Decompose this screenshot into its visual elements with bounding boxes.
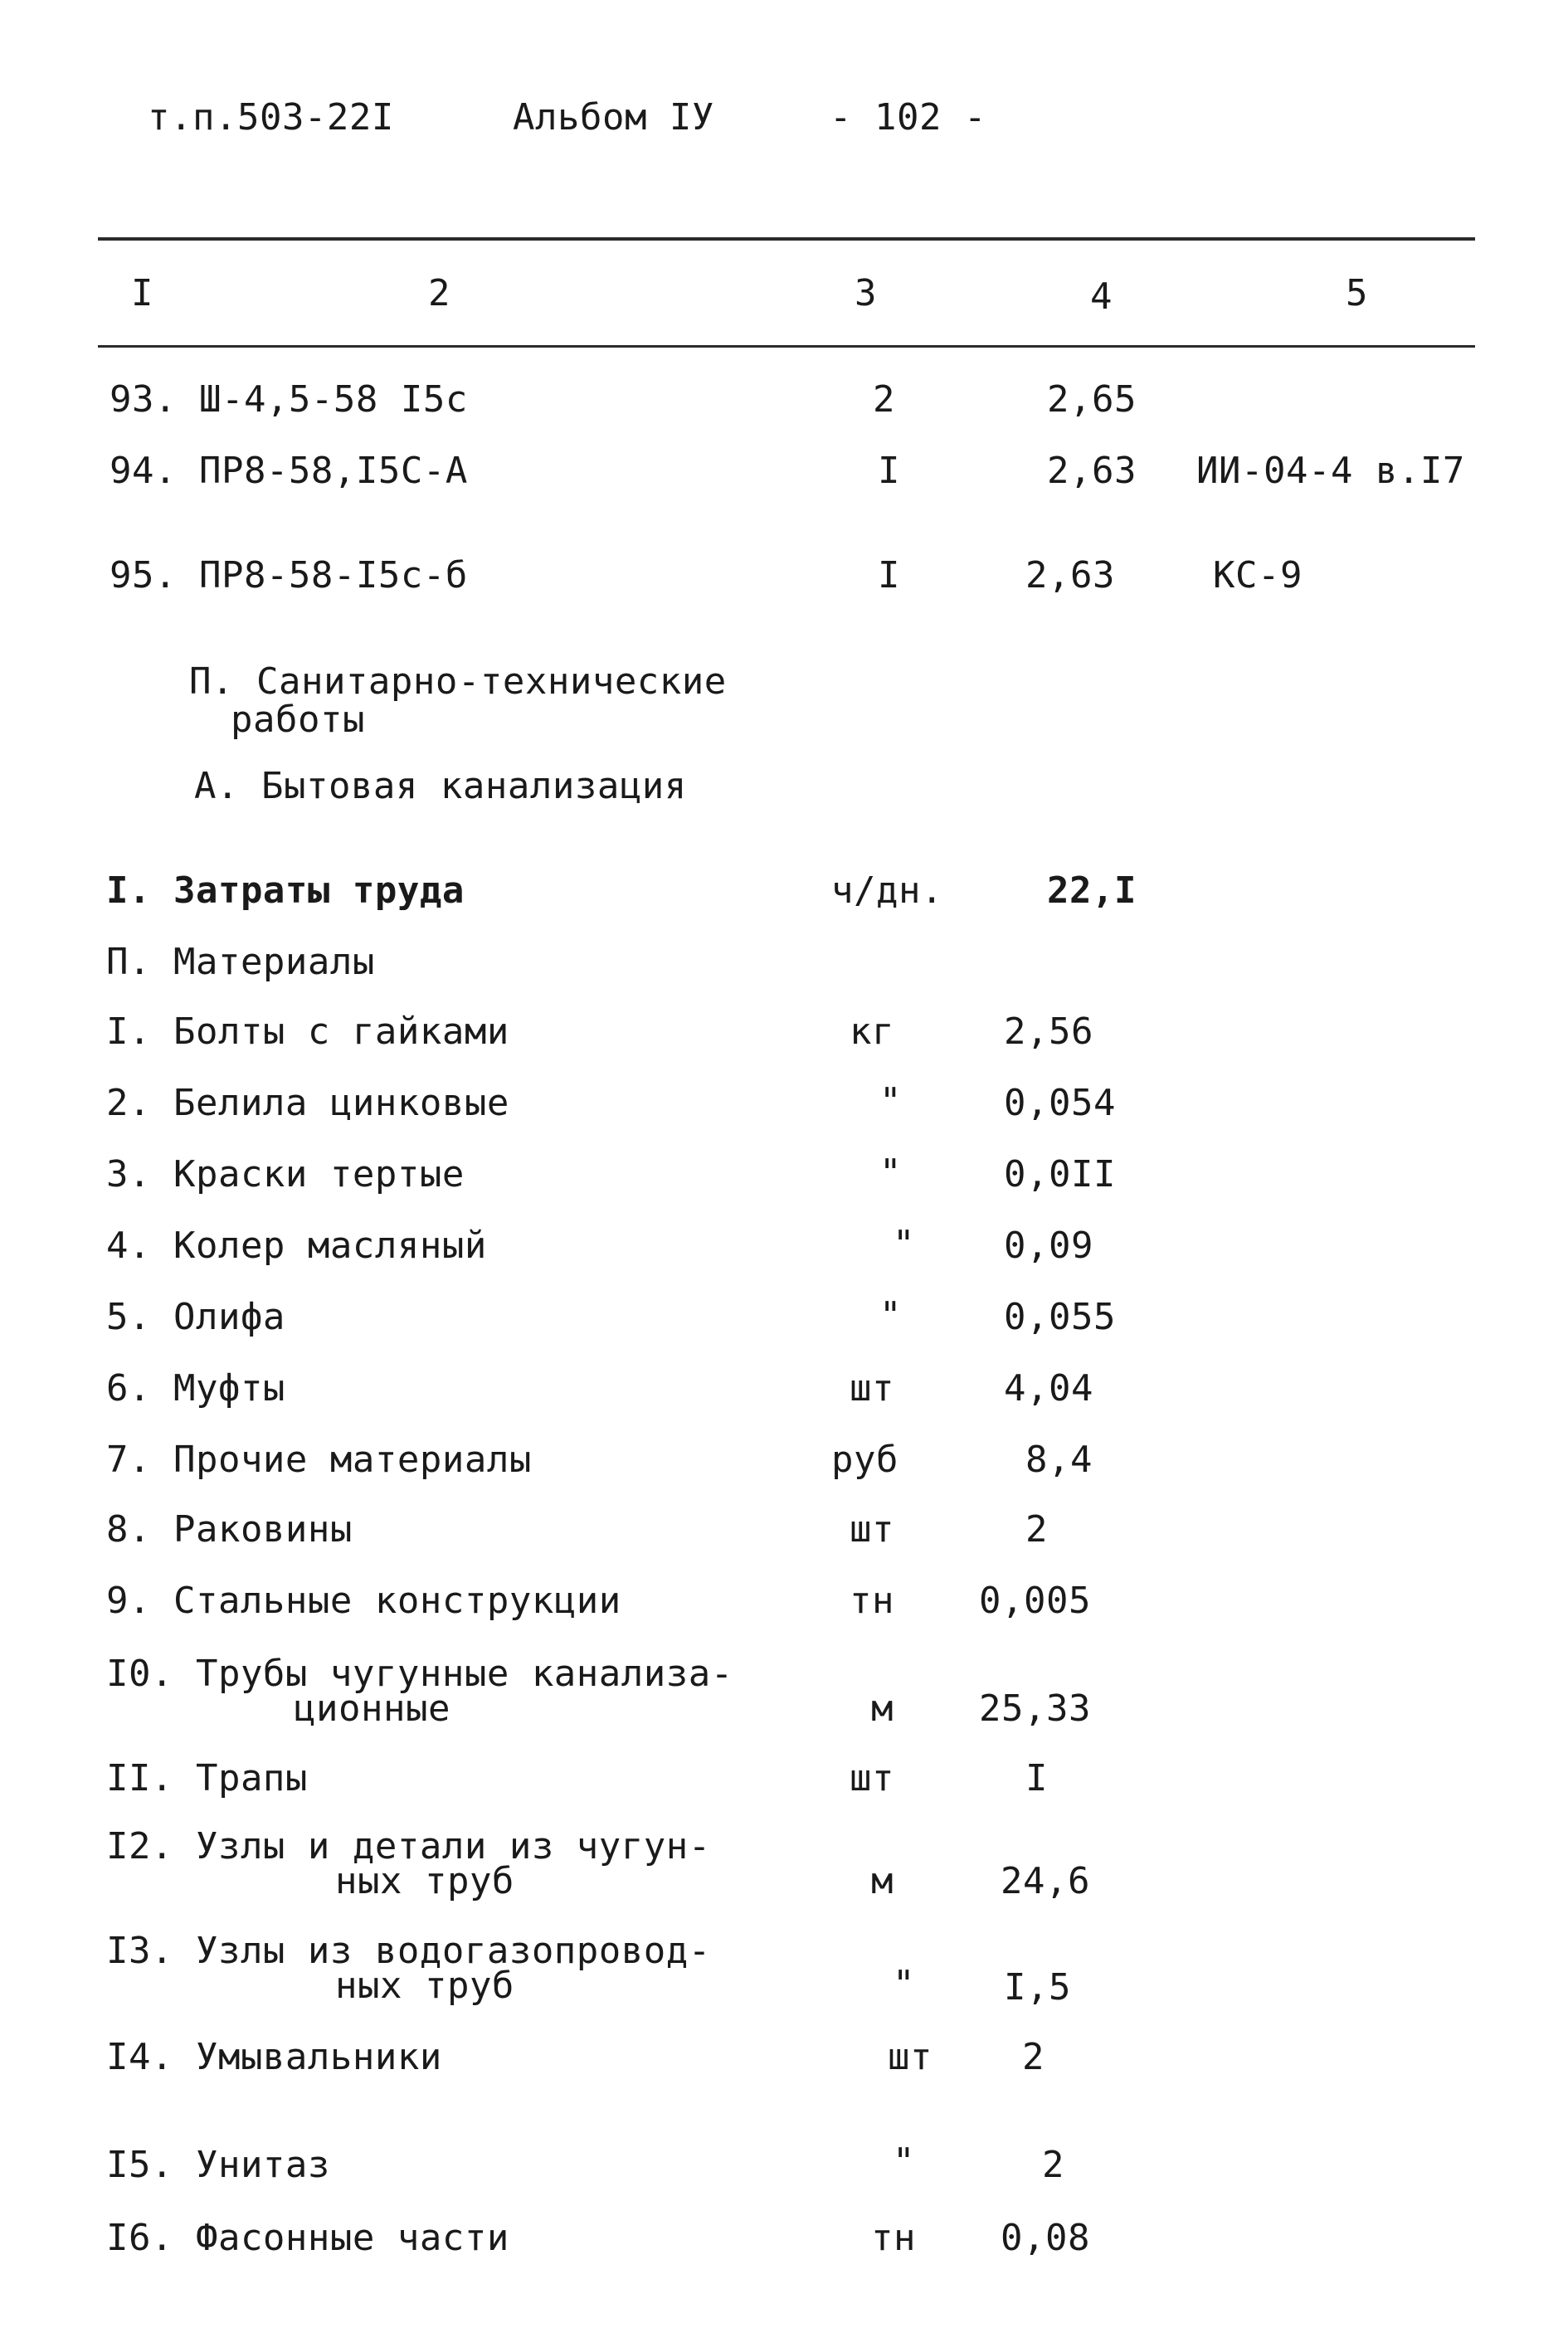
material-2-value: 0,054 [1004, 1082, 1116, 1124]
table-top-rule [98, 237, 1475, 241]
material-8-unit: шт [850, 1508, 894, 1551]
material-15-value: 2 [1042, 2144, 1064, 2186]
material-3-name: 3. Краски тертые [106, 1153, 465, 1195]
row-95-value: 2,63 [1025, 554, 1115, 597]
material-15-unit: " [893, 2140, 915, 2183]
material-10-value: 25,33 [979, 1687, 1091, 1730]
material-14-name: I4. Умывальники [106, 2036, 442, 2078]
material-5-unit: " [879, 1294, 902, 1337]
labor-label: I. Затраты труда [106, 869, 465, 912]
material-12-value: 24,6 [1001, 1860, 1090, 1902]
material-13-name-cont: ных труб [335, 1965, 514, 2007]
material-2-name: 2. Белила цинковые [106, 1082, 509, 1124]
material-9-unit: тн [850, 1580, 894, 1622]
material-9-name: 9. Стальные конструкции [106, 1580, 621, 1622]
material-7-value: 8,4 [1025, 1439, 1093, 1481]
material-11-name: II. Трапы [106, 1757, 308, 1799]
material-6-name: 6. Муфты [106, 1367, 285, 1410]
material-16-value: 0,08 [1001, 2217, 1090, 2259]
row-94-note: ИИ-04-4 в.I7 [1196, 450, 1465, 492]
page-number: - 102 - [830, 96, 986, 139]
material-4-name: 4. Колер масляный [106, 1225, 487, 1267]
row-95-note: КС-9 [1213, 554, 1303, 597]
material-6-value: 4,04 [1004, 1367, 1093, 1410]
material-12-name: I2. Узлы и детали из чугун- [106, 1825, 711, 1867]
material-15-name: I5. Унитаз [106, 2144, 330, 2186]
material-1-unit: кг [850, 1010, 894, 1053]
table-header-rule [98, 345, 1475, 348]
material-2-unit: " [879, 1080, 902, 1122]
material-10-name-cont: ционные [294, 1687, 450, 1730]
row-93-value: 2,65 [1047, 378, 1137, 421]
material-4-value: 0,09 [1004, 1225, 1093, 1267]
material-8-value: 2 [1025, 1508, 1048, 1551]
column-header-4: 4 [1090, 275, 1113, 318]
material-7-name: 7. Прочие материалы [106, 1439, 532, 1481]
row-94-unit: I [878, 450, 900, 492]
material-7-unit: руб [831, 1439, 898, 1481]
material-1-name: I. Болты с гайками [106, 1010, 509, 1053]
materials-title: П. Материалы [106, 941, 375, 983]
row-95-name: 95. ПР8-58-I5с-б [110, 554, 468, 597]
row-94-name: 94. ПР8-58,I5С-А [110, 450, 468, 492]
material-16-name: I6. Фасонные части [106, 2217, 509, 2259]
column-header-1: I [131, 272, 153, 314]
material-13-value: I,5 [1004, 1966, 1071, 2009]
material-3-unit: " [879, 1152, 902, 1194]
section-title-line2: работы [231, 699, 365, 741]
material-5-value: 0,055 [1004, 1296, 1116, 1338]
material-11-value: I [1025, 1757, 1048, 1799]
material-14-unit: шт [888, 2036, 933, 2078]
column-header-3: 3 [855, 272, 877, 314]
material-1-value: 2,56 [1004, 1010, 1093, 1053]
row-93-name: 93. Ш-4,5-58 I5с [110, 378, 468, 421]
material-4-unit: " [893, 1223, 915, 1265]
labor-unit: ч/дн. [831, 869, 943, 912]
material-13-unit: " [893, 1963, 915, 2005]
material-12-unit: м [871, 1860, 894, 1902]
section-subtitle: А. Бытовая канализация [194, 765, 687, 807]
row-93-unit: 2 [873, 378, 895, 421]
material-14-value: 2 [1022, 2036, 1045, 2078]
material-9-value: 0,005 [979, 1580, 1091, 1622]
doc-code: т.п.503-22I [148, 96, 394, 139]
row-94-value: 2,63 [1047, 450, 1137, 492]
album-label: Альбом IУ [513, 96, 714, 139]
material-6-unit: шт [850, 1367, 894, 1410]
section-title-line1: П. Санитарно-технические [189, 660, 727, 703]
material-13-name: I3. Узлы из водогазопровод- [106, 1930, 711, 1972]
row-95-unit: I [878, 554, 900, 597]
material-12-name-cont: ных труб [335, 1860, 514, 1902]
material-10-unit: м [871, 1687, 894, 1730]
labor-value: 22,I [1047, 869, 1137, 912]
material-8-name: 8. Раковины [106, 1508, 353, 1551]
column-header-2: 2 [428, 272, 450, 314]
material-16-unit: тн [871, 2217, 916, 2259]
column-header-5: 5 [1346, 272, 1368, 314]
material-11-unit: шт [850, 1757, 894, 1799]
material-5-name: 5. Олифа [106, 1296, 285, 1338]
material-10-name: I0. Трубы чугунные канализа- [106, 1653, 733, 1695]
material-3-value: 0,0II [1004, 1153, 1116, 1195]
